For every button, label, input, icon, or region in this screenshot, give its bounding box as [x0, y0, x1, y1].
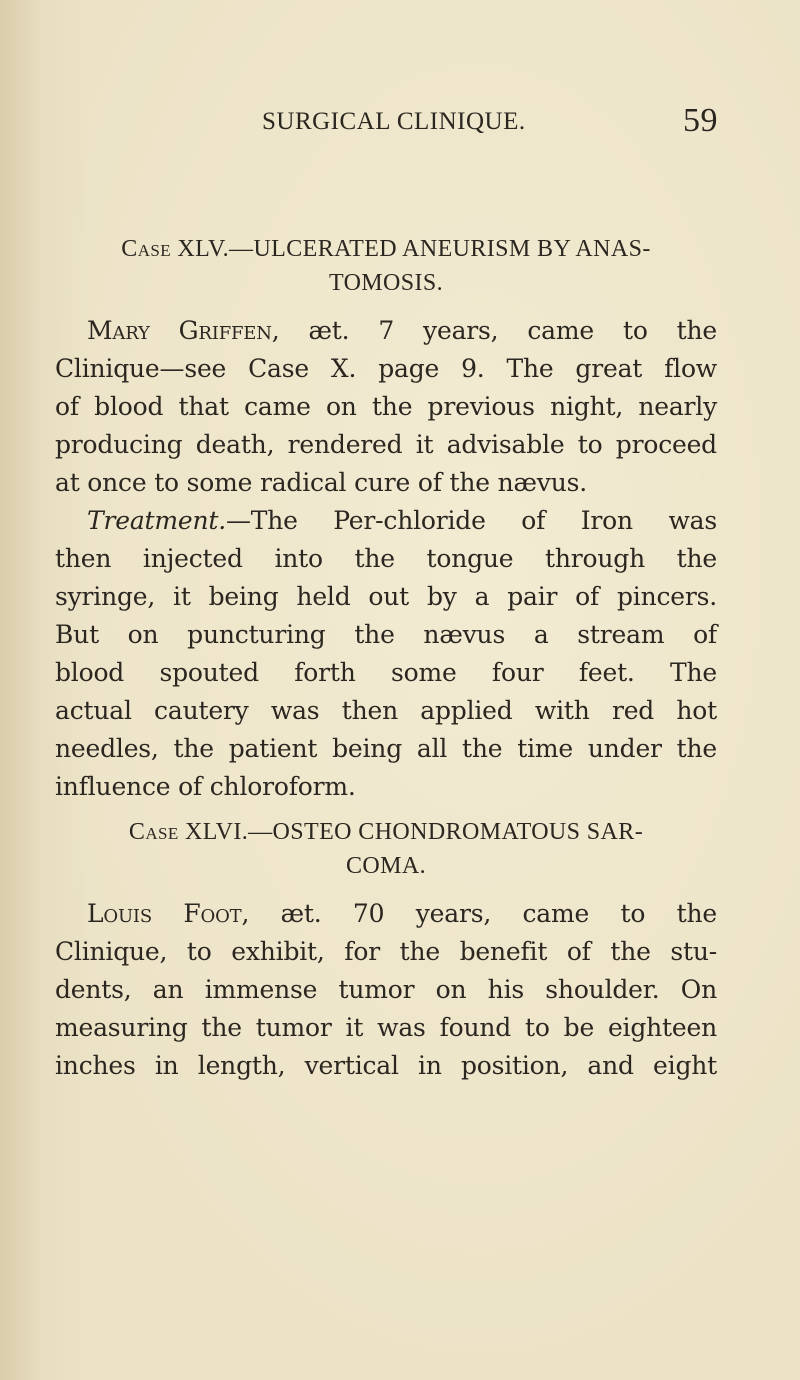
patient-name: Mary Griffen [87, 316, 272, 345]
treatment-label: Treatment. [87, 506, 226, 535]
text-line [55, 502, 717, 540]
case-heading [55, 232, 717, 300]
case-label: Case [121, 236, 172, 262]
case-heading [55, 815, 717, 883]
case-section [55, 815, 717, 1085]
text-line: at once to some radical cure of the nævus. [55, 468, 588, 497]
text-line [55, 895, 717, 933]
text-line [55, 312, 717, 350]
text-line: then injected into the tongue through the [55, 544, 717, 573]
text-line: dents, an immense tumor on his shoulder. On [55, 975, 717, 1004]
text-line: Clinique, to exhibit, for the benefit of the stu- [55, 937, 717, 966]
case-label: Case [128, 819, 179, 845]
text-fragment: , æt. 70 years, came to the [241, 899, 717, 928]
case-heading-line [55, 815, 717, 849]
page-number: 59 [683, 102, 718, 139]
text-line: influence of chloroform. [55, 772, 356, 801]
text-line: syringe, it being held out by a pair of pincers. [55, 582, 717, 611]
case-section [55, 232, 717, 806]
case-heading-line [55, 232, 717, 266]
case-title: XLV.—ULCERATED ANEURISM BY ANAS- [171, 236, 651, 262]
case-heading-line: TOMOSIS. [328, 270, 444, 296]
text-line: blood spouted forth some four feet. The [55, 658, 717, 687]
text-line: actual cautery was then applied with red hot [55, 696, 717, 725]
running-title: SURGICAL CLINIQUE. [262, 108, 526, 135]
text-fragment: , æt. 7 years, came to the [271, 316, 717, 345]
text-line: Clinique—see Case X. page 9. The great flow [55, 354, 717, 383]
text-line: But on puncturing the nævus a stream of [55, 620, 717, 649]
text-line: needles, the patient being all the time under the [55, 734, 717, 763]
running-head [262, 102, 718, 148]
case-title: XLVI.—OSTEO CHONDROMATOUS SAR- [178, 819, 644, 845]
text-line: of blood that came on the previous night, nearly [55, 392, 717, 421]
text-line: inches in length, vertical in position, and eight [55, 1051, 717, 1080]
case-paragraph [55, 312, 717, 806]
text-line: measuring the tumor it was found to be eighteen [55, 1013, 717, 1042]
patient-name: Louis Foot [87, 899, 242, 928]
case-paragraph [55, 895, 717, 1085]
text-line: producing death, rendered it advisable to proceed [55, 430, 717, 459]
case-heading-line: COMA. [345, 853, 426, 879]
text-fragment: —The Per-chloride of Iron was [225, 506, 717, 535]
